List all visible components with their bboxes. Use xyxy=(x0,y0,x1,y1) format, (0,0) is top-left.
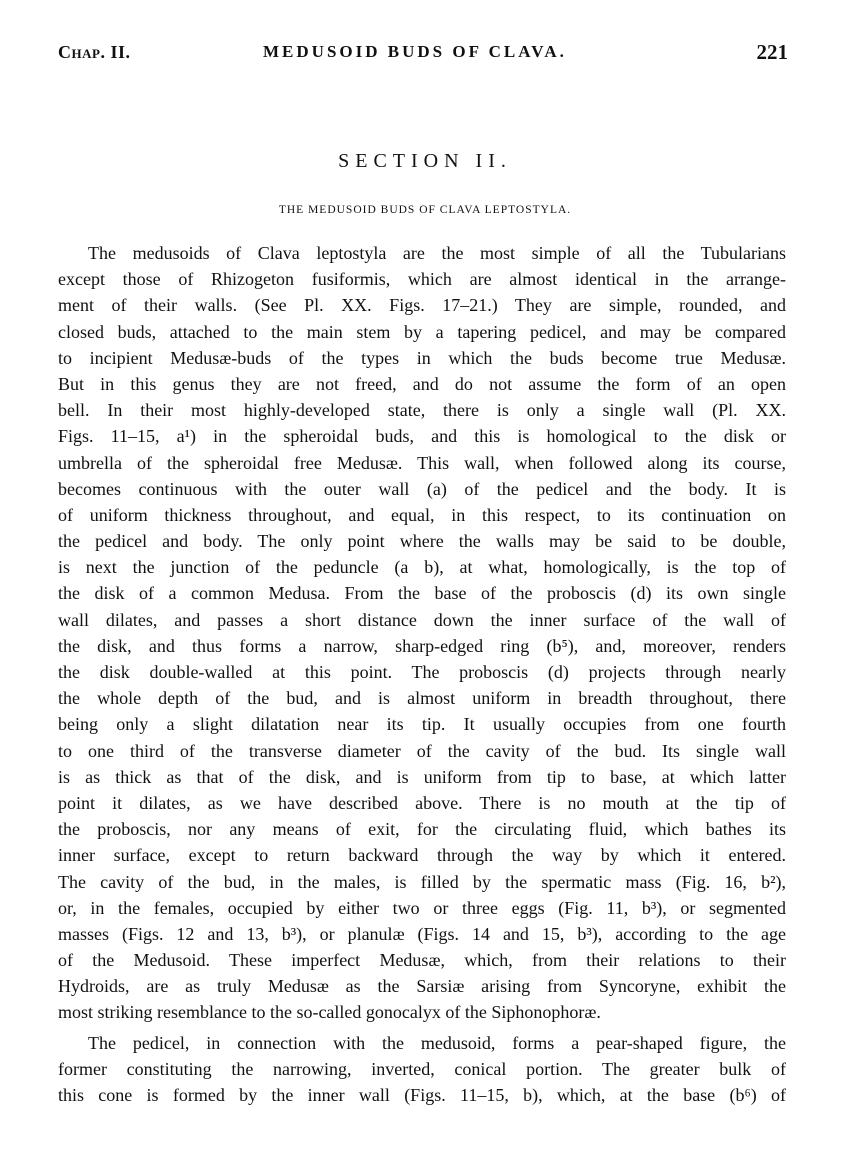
text-line: the whole depth of the bud, and is almost uniform in breadth throughout, there xyxy=(58,688,786,709)
text-line: inner surface, except to return backward through the way by which it entered. xyxy=(58,845,786,866)
text-line: ment of their walls. (See Pl. XX. Figs. 17–21.) They are simple, rounded, and xyxy=(58,295,786,316)
text-line: point it dilates, as we have described above. There is no mouth at the tip of xyxy=(58,792,786,813)
text-line: to one third of the transverse diameter of the cavity of the bud. Its single wall xyxy=(58,740,786,761)
text-line: the proboscis, nor any means of exit, for the circulating fluid, which bathes its xyxy=(58,819,786,840)
text-line: except those of Rhizogeton fusiformis, which are almost identical in the arrange- xyxy=(58,269,786,290)
text-line: former constituting the narrowing, inverted, conical portion. The greater bulk of xyxy=(58,1058,786,1079)
text-line: But in this genus they are not freed, and do not assume the form of an open xyxy=(58,373,786,394)
text-line: is next the junction of the peduncle (a b), at what, homologically, is the top of xyxy=(58,557,786,578)
chapter-label: Chap. II. xyxy=(58,42,131,62)
text-line: most striking resemblance to the so-called gonocalyx of the Siphonophoræ. xyxy=(58,1002,601,1023)
text-line: The medusoids of Clava leptostyla are the most simple of all the Tubularians xyxy=(88,243,786,263)
text-line: the disk of a common Medusa. From the base of the proboscis (d) its own single xyxy=(58,583,786,604)
section-title: SECTION II. xyxy=(338,150,512,172)
paragraph-1 xyxy=(58,240,786,1026)
text-line: or, in the females, occupied by either two or three eggs (Fig. 11, b³), or segmented xyxy=(58,897,786,918)
text-line: the disk, and thus forms a narrow, sharp-edged ring (b⁵), and, moreover, renders xyxy=(58,635,786,656)
text-line: bell. In their most highly-developed state, there is only a single wall (Pl. XX. xyxy=(58,400,786,421)
running-head xyxy=(58,40,788,70)
text-line: of the Medusoid. These imperfect Medusæ, which, from their relations to their xyxy=(58,950,786,971)
text-line: wall dilates, and passes a short distance down the inner surface of the wall of xyxy=(58,609,786,630)
text-line: this cone is formed by the inner wall (Figs. 11–15, b), which, at the base (b⁶) of xyxy=(58,1085,786,1105)
section-subtitle: THE MEDUSOID BUDS OF CLAVA LEPTOSTYLA. xyxy=(278,204,572,216)
text-line: Hydroids, are as truly Medusæ as the Sarsiæ arising from Syncoryne, exhibit the xyxy=(58,976,786,997)
text-line: the disk double-walled at this point. The proboscis (d) projects through nearly xyxy=(58,662,786,682)
text-line: Figs. 11–15, a¹) in the spheroidal buds, and this is homological to the disk or xyxy=(58,426,786,447)
text-line: of uniform thickness throughout, and equal, in this respect, to its continuation on xyxy=(58,504,786,525)
text-line: being only a slight dilatation near its tip. It usually occupies from one fourth xyxy=(58,714,786,735)
running-title: MEDUSOID BUDS OF CLAVA. xyxy=(263,42,567,61)
body-text xyxy=(58,240,786,1108)
text-line: becomes continuous with the outer wall (a) of the pedicel and the body. It is xyxy=(58,478,786,499)
text-line: umbrella of the spheroidal free Medusæ. This wall, when followed along its course, xyxy=(58,452,786,473)
page-number: 221 xyxy=(756,40,788,64)
text-line: The cavity of the bud, in the males, is filled by the spermatic mass (Fig. 16, b²), xyxy=(58,871,786,892)
text-line: the pedicel and body. The only point where the walls may be said to be double, xyxy=(58,531,786,552)
text-line: closed buds, attached to the main stem by a tapering pedicel, and may be compared xyxy=(58,321,786,342)
paragraph-2 xyxy=(58,1030,786,1109)
text-line: is as thick as that of the disk, and is uniform from tip to base, at which latter xyxy=(58,766,786,787)
text-line: masses (Figs. 12 and 13, b³), or planulæ (Figs. 14 and 15, b³), according to the age xyxy=(58,923,786,944)
text-line: The pedicel, in connection with the medusoid, forms a pear-shaped figure, the xyxy=(88,1032,786,1053)
text-line: to incipient Medusæ-buds of the types in which the buds become true Medusæ. xyxy=(58,347,786,368)
